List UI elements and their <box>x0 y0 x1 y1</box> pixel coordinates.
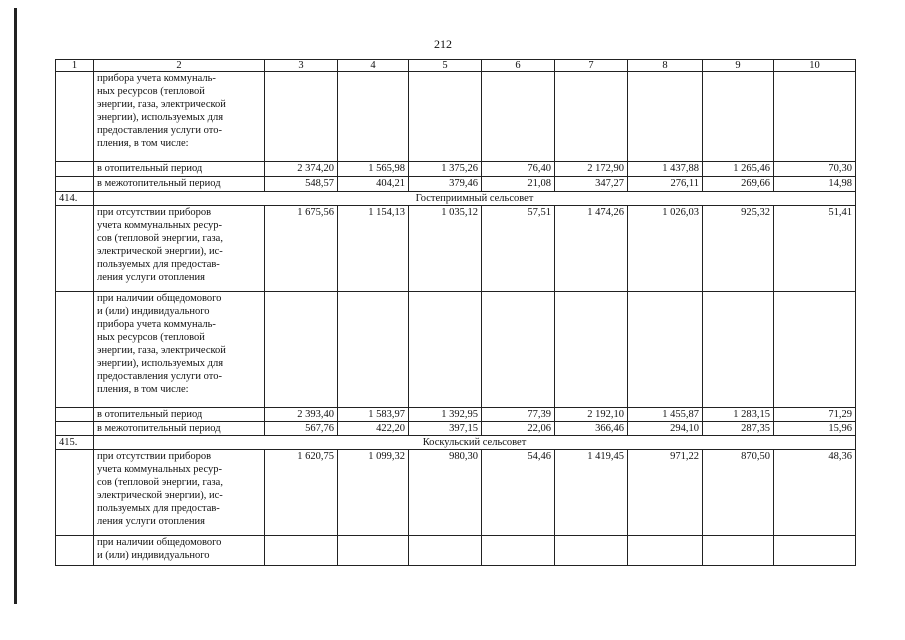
page-number: 212 <box>434 37 452 51</box>
table-row <box>56 450 856 536</box>
column-header: 2 <box>94 60 265 72</box>
value-cell: 1 154,13 <box>338 206 409 292</box>
row-number-cell <box>56 72 94 162</box>
empty-cell <box>774 536 856 566</box>
empty-cell <box>482 536 555 566</box>
section-number: 414. <box>56 192 94 206</box>
empty-cell <box>265 72 338 162</box>
value-cell: 48,36 <box>774 450 856 536</box>
empty-cell <box>703 72 774 162</box>
column-header: 4 <box>338 60 409 72</box>
value-cell: 1 419,45 <box>555 450 628 536</box>
column-header: 9 <box>703 60 774 72</box>
section-number: 415. <box>56 436 94 450</box>
value-cell: 294,10 <box>628 422 703 436</box>
value-cell: 925,32 <box>703 206 774 292</box>
value-cell: 54,46 <box>482 450 555 536</box>
value-cell: 1 035,12 <box>409 206 482 292</box>
value-cell: 2 374,20 <box>265 162 338 177</box>
value-cell: 1 474,26 <box>555 206 628 292</box>
row-description: при отсутствии приборов учета коммунальных ресур- сов (тепловой энергии, газа, электрической энергии), ис- пользуемых для предостав- ления услуги отопления <box>94 206 265 292</box>
binding-margin-line <box>14 8 17 604</box>
table-row <box>56 72 856 162</box>
empty-cell <box>703 292 774 408</box>
column-number-row <box>56 60 856 72</box>
column-header: 8 <box>628 60 703 72</box>
table-row <box>56 177 856 192</box>
empty-cell <box>338 292 409 408</box>
value-cell: 1 620,75 <box>265 450 338 536</box>
value-cell: 870,50 <box>703 450 774 536</box>
row-number-cell <box>56 292 94 408</box>
value-cell: 1 265,46 <box>703 162 774 177</box>
table-row <box>56 162 856 177</box>
row-number-cell <box>56 408 94 422</box>
empty-cell <box>265 292 338 408</box>
row-number-cell <box>56 162 94 177</box>
value-cell: 1 099,32 <box>338 450 409 536</box>
row-label: в межотопительный период <box>94 177 265 192</box>
value-cell: 980,30 <box>409 450 482 536</box>
empty-cell <box>338 536 409 566</box>
value-cell: 71,29 <box>774 408 856 422</box>
table-row <box>56 536 856 566</box>
value-cell: 57,51 <box>482 206 555 292</box>
value-cell: 567,76 <box>265 422 338 436</box>
value-cell: 347,27 <box>555 177 628 192</box>
empty-cell <box>628 72 703 162</box>
value-cell: 1 565,98 <box>338 162 409 177</box>
value-cell: 1 283,15 <box>703 408 774 422</box>
table-row <box>56 206 856 292</box>
value-cell: 1 375,26 <box>409 162 482 177</box>
value-cell: 404,21 <box>338 177 409 192</box>
column-header: 10 <box>774 60 856 72</box>
value-cell: 276,11 <box>628 177 703 192</box>
value-cell: 2 192,10 <box>555 408 628 422</box>
tariff-table <box>55 59 856 566</box>
value-cell: 1 437,88 <box>628 162 703 177</box>
row-number-cell <box>56 450 94 536</box>
row-label: в отопительный период <box>94 162 265 177</box>
value-cell: 22,06 <box>482 422 555 436</box>
value-cell: 1 675,56 <box>265 206 338 292</box>
empty-cell <box>338 72 409 162</box>
column-header: 3 <box>265 60 338 72</box>
section-title: Гостеприимный сельсовет <box>94 192 856 206</box>
value-cell: 77,39 <box>482 408 555 422</box>
value-cell: 1 392,95 <box>409 408 482 422</box>
value-cell: 287,35 <box>703 422 774 436</box>
value-cell: 422,20 <box>338 422 409 436</box>
empty-cell <box>774 72 856 162</box>
value-cell: 2 172,90 <box>555 162 628 177</box>
table-row <box>56 408 856 422</box>
empty-cell <box>628 292 703 408</box>
row-number-cell <box>56 177 94 192</box>
row-number-cell <box>56 206 94 292</box>
value-cell: 971,22 <box>628 450 703 536</box>
value-cell: 2 393,40 <box>265 408 338 422</box>
row-label: в межотопительный период <box>94 422 265 436</box>
value-cell: 366,46 <box>555 422 628 436</box>
empty-cell <box>555 292 628 408</box>
value-cell: 1 583,97 <box>338 408 409 422</box>
row-label: в отопительный период <box>94 408 265 422</box>
row-description: прибора учета коммуналь- ных ресурсов (тепловой энергии, газа, электрической энергии), используемых для предоставления услуги ото- пления, в том числе: <box>94 72 265 162</box>
section-header-row <box>56 192 856 206</box>
value-cell: 51,41 <box>774 206 856 292</box>
row-number-cell <box>56 422 94 436</box>
value-cell: 76,40 <box>482 162 555 177</box>
empty-cell <box>628 536 703 566</box>
value-cell: 379,46 <box>409 177 482 192</box>
value-cell: 397,15 <box>409 422 482 436</box>
value-cell: 1 026,03 <box>628 206 703 292</box>
value-cell: 70,30 <box>774 162 856 177</box>
empty-cell <box>482 72 555 162</box>
empty-cell <box>555 536 628 566</box>
row-description: при наличии общедомового и (или) индивидуального прибора учета коммуналь- ных ресурсов (тепловой энергии, газа, электрической энергии), используемых для предоставления услуги ото- пления, в том числе: <box>94 292 265 408</box>
table-row <box>56 292 856 408</box>
value-cell: 269,66 <box>703 177 774 192</box>
section-title: Коскульский сельсовет <box>94 436 856 450</box>
row-description: при отсутствии приборов учета коммунальных ресур- сов (тепловой энергии, газа, электрической энергии), ис- пользуемых для предостав- ления услуги отопления <box>94 450 265 536</box>
empty-cell <box>774 292 856 408</box>
table-row <box>56 422 856 436</box>
row-description: при наличии общедомового и (или) индивидуального <box>94 536 265 566</box>
value-cell: 14,98 <box>774 177 856 192</box>
value-cell: 21,08 <box>482 177 555 192</box>
column-header: 5 <box>409 60 482 72</box>
column-header: 7 <box>555 60 628 72</box>
value-cell: 548,57 <box>265 177 338 192</box>
column-header: 1 <box>56 60 94 72</box>
empty-cell <box>703 536 774 566</box>
empty-cell <box>482 292 555 408</box>
empty-cell <box>409 536 482 566</box>
empty-cell <box>555 72 628 162</box>
value-cell: 1 455,87 <box>628 408 703 422</box>
value-cell: 15,96 <box>774 422 856 436</box>
empty-cell <box>409 292 482 408</box>
column-header: 6 <box>482 60 555 72</box>
row-number-cell <box>56 536 94 566</box>
empty-cell <box>409 72 482 162</box>
empty-cell <box>265 536 338 566</box>
section-header-row <box>56 436 856 450</box>
